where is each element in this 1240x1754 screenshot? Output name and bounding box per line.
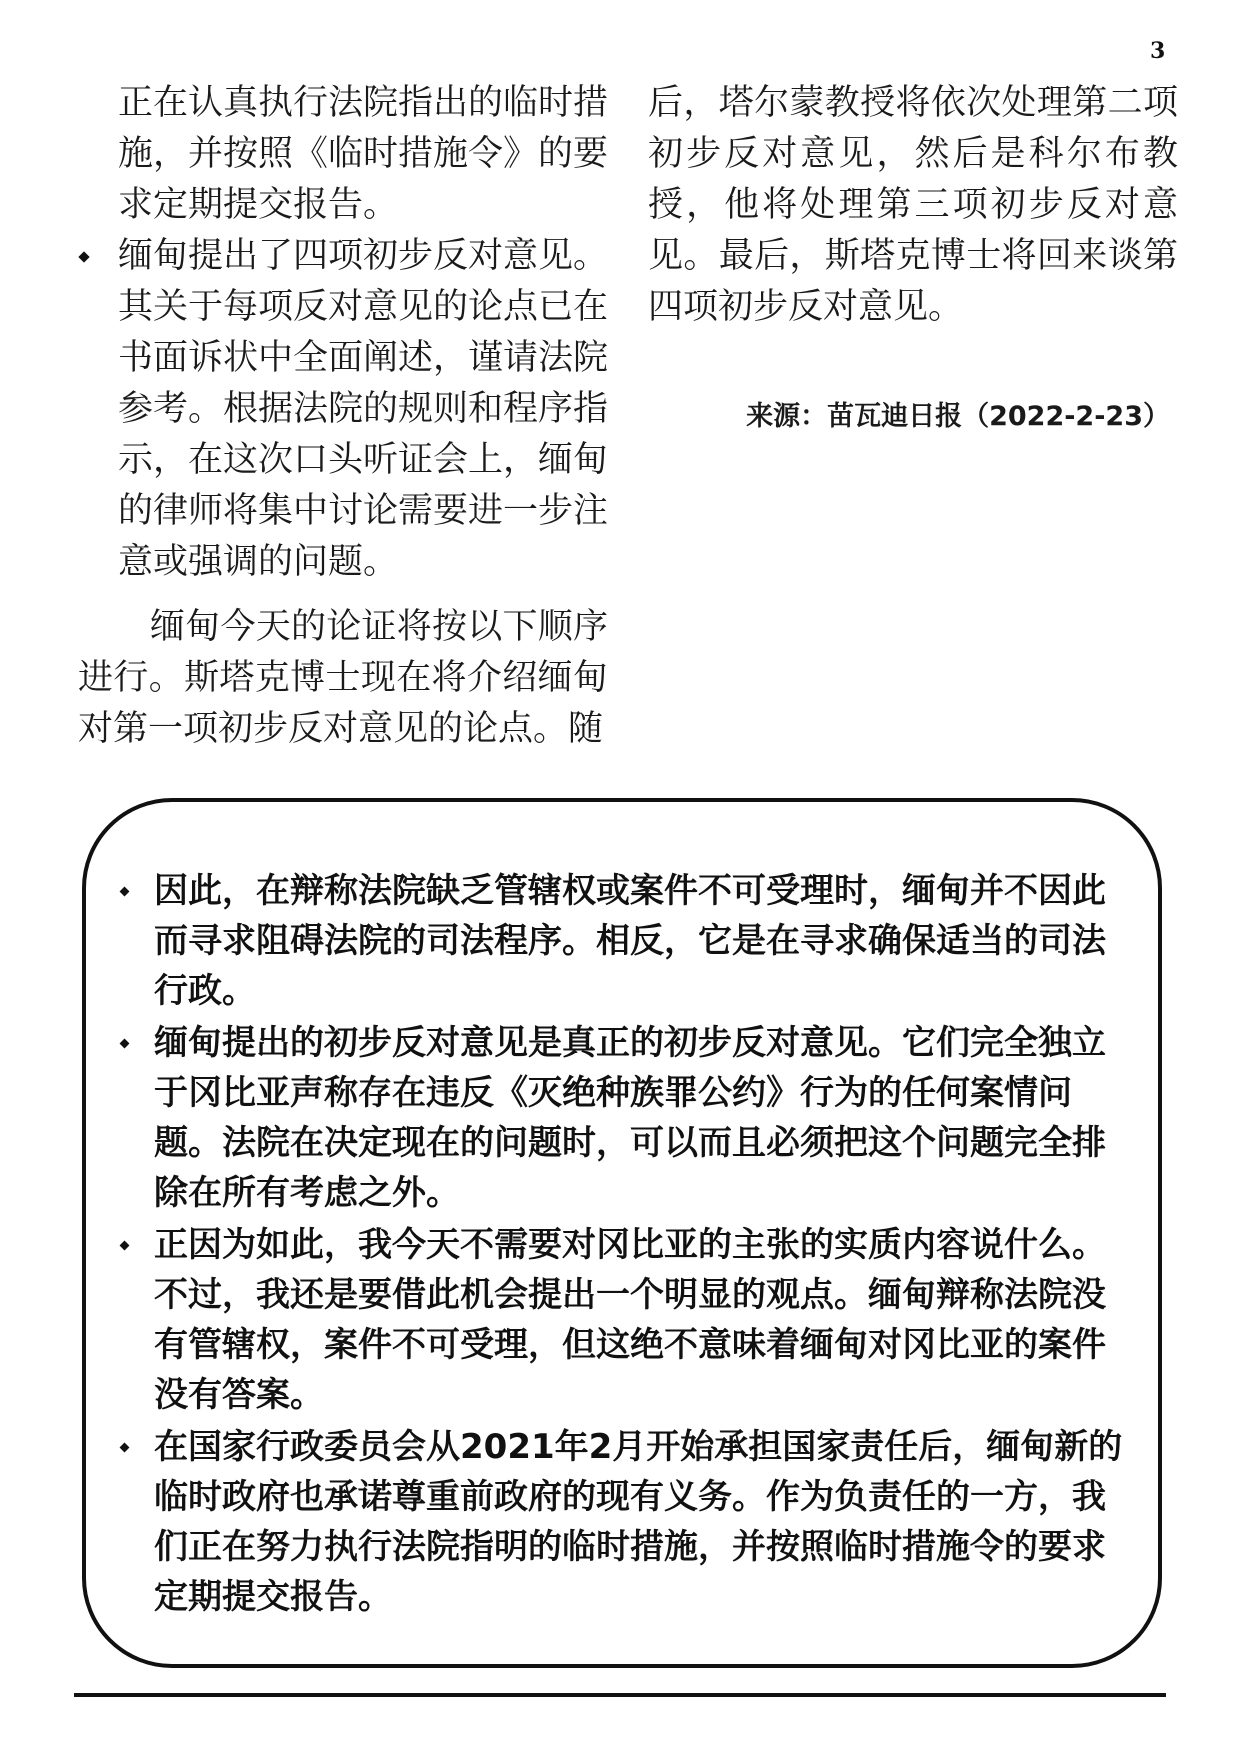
source-citation: 来源：苗瓦迪日报（2022-2-23） xyxy=(746,401,1170,432)
right-column xyxy=(648,78,1178,442)
box-bullet-item xyxy=(118,1220,1128,1420)
bullet-text: 缅甸提出了四项初步反对意见。其关于每项反对意见的论点已在书面诉状中全面阐述，谨请法院参考。根据法院的规则和程序指示，在这次口头听证会上，缅甸的律师将集中讨论需要进一步注意或强调的问题。 xyxy=(118,236,609,582)
quote-box-content xyxy=(118,866,1128,1624)
footer-rule xyxy=(74,1693,1166,1697)
diamond-bullet-icon xyxy=(78,251,89,262)
left-column xyxy=(78,78,608,755)
page-number: 3 xyxy=(1150,38,1166,64)
diamond-bullet-icon xyxy=(120,887,130,897)
diamond-bullet-icon xyxy=(120,1443,130,1453)
bullet-item xyxy=(78,231,608,588)
box-bullet-text: 在国家行政委员会从2021年2月开始承担国家责任后，缅甸新的临时政府也承诺尊重前政府的现有义务。作为负责任的一方，我们正在努力执行法院指明的临时措施，并按照临时措施令的要求定期提交报告。 xyxy=(154,1427,1123,1617)
body-paragraph: 缅甸今天的论证将按以下顺序进行。斯塔克博士现在将介绍缅甸对第一项初步反对意见的论点。随 xyxy=(78,607,608,749)
box-bullet-item xyxy=(118,866,1128,1016)
continuation-text: 正在认真执行法院指出的临时措施，并按照《临时措施令》的要求定期提交报告。 xyxy=(118,83,609,225)
box-bullet-text: 因此，在辩称法院缺乏管辖权或案件不可受理时，缅甸并不因此而寻求阻碍法院的司法程序。相反，它是在寻求确保适当的司法行政。 xyxy=(154,871,1106,1011)
diamond-bullet-icon xyxy=(120,1039,130,1049)
box-bullet-text: 正因为如此，我今天不需要对冈比亚的主张的实质内容说什么。不过，我还是要借此机会提出一个明显的观点。缅甸辩称法院没有管辖权，案件不可受理，但这绝不意味着缅甸对冈比亚的案件没有答案。 xyxy=(154,1225,1106,1415)
box-bullet-item xyxy=(118,1018,1128,1218)
diamond-bullet-icon xyxy=(120,1241,130,1251)
box-bullet-item xyxy=(118,1422,1128,1622)
body-paragraph: 后，塔尔蒙教授将依次处理第二项初步反对意见，然后是科尔布教授，他将处理第三项初步反对意见。最后，斯塔克博士将回来谈第四项初步反对意见。 xyxy=(648,83,1178,327)
box-bullet-text: 缅甸提出的初步反对意见是真正的初步反对意见。它们完全独立于冈比亚声称存在违反《灭绝种族罪公约》行为的任何案情问题。法院在决定现在的问题时，可以而且必须把这个问题完全排除在所有考虑之外。 xyxy=(154,1023,1106,1213)
